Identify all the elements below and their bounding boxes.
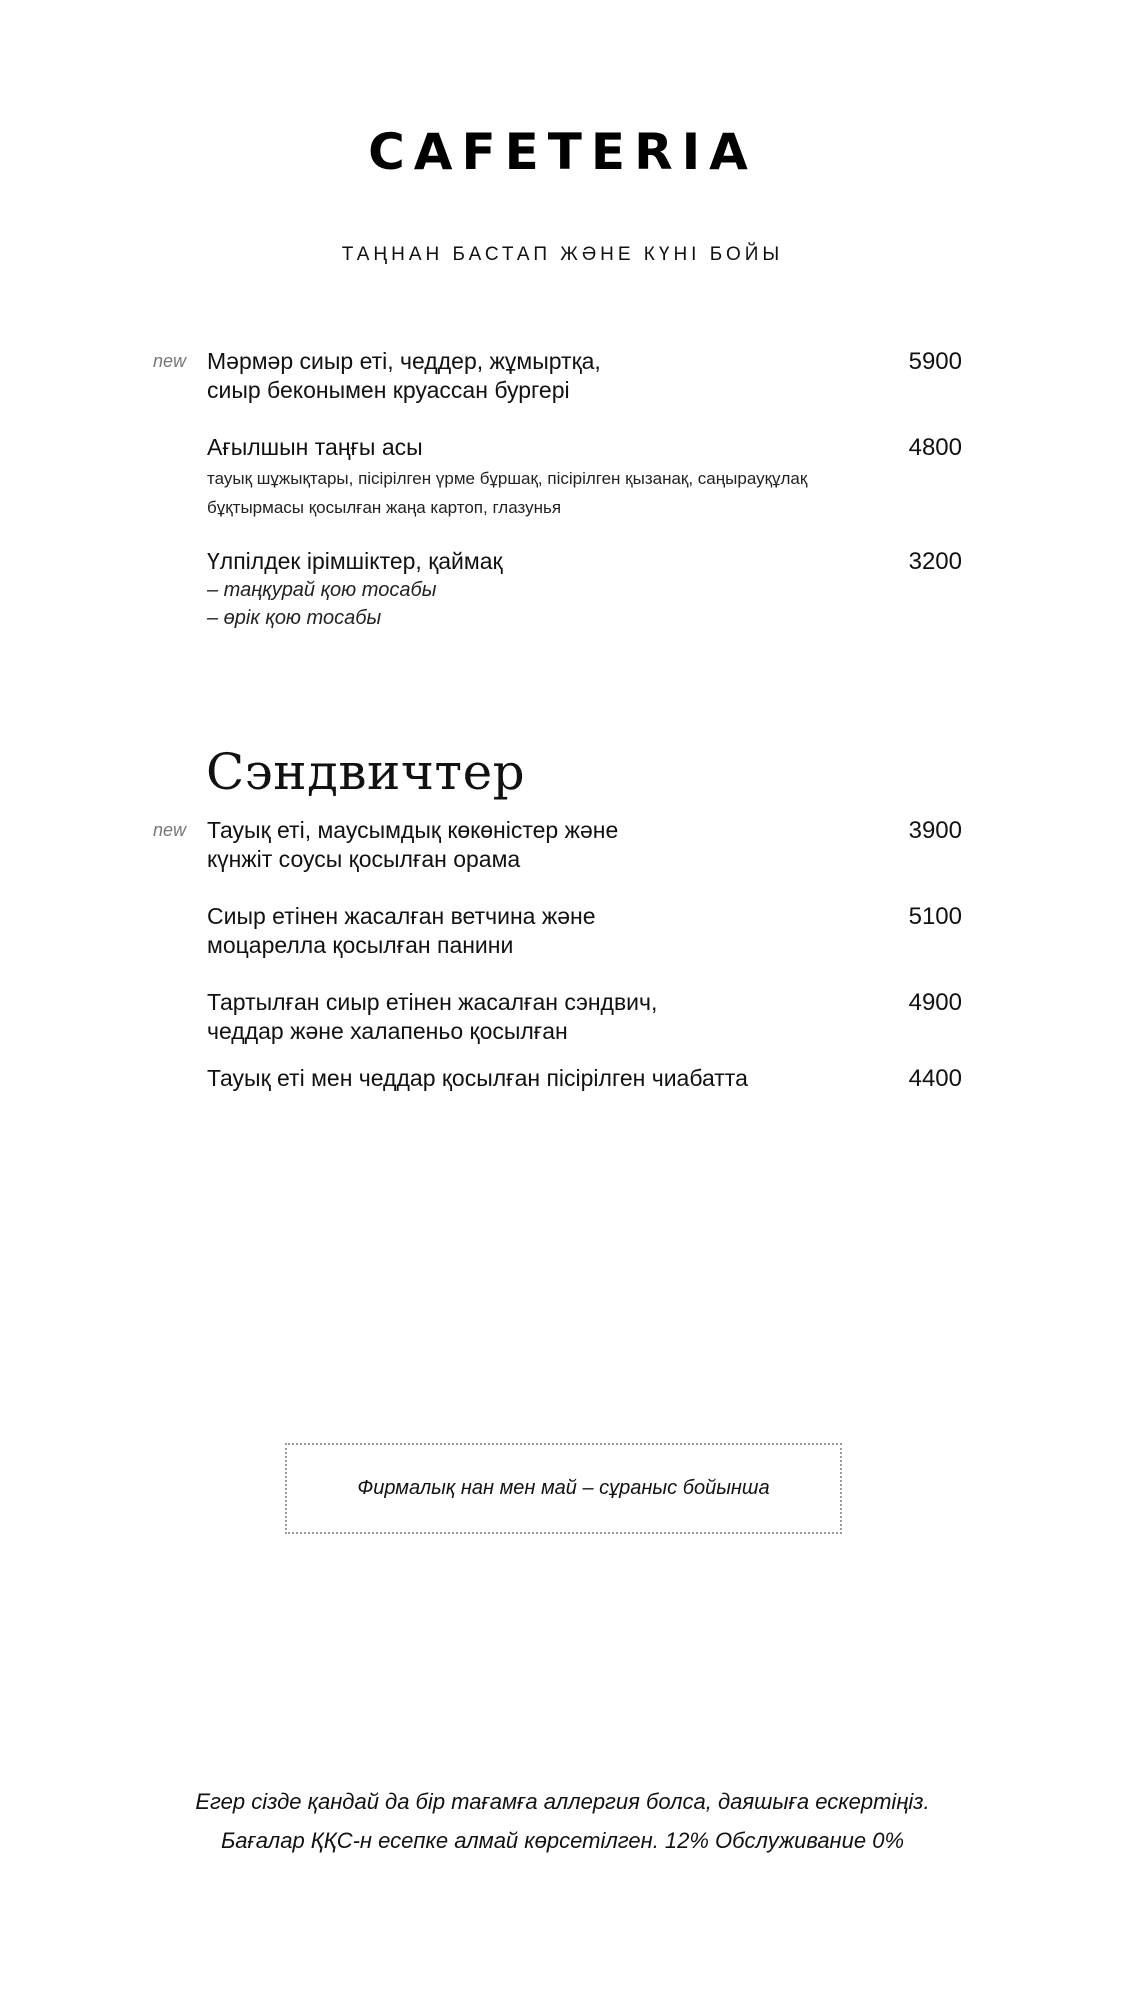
item-description-line: тауық шұжықтары, пісірілген үрме бұршақ, пісірілген қызанақ, саңырауқұлақ — [207, 469, 808, 488]
item-name: Үлпілдек ірімшіктер, қаймақ — [207, 548, 503, 574]
menu-item — [207, 988, 962, 1046]
item-name-line: Тартылған сиыр етінен жасалған сэндвич, — [207, 989, 658, 1015]
item-price: 4900 — [908, 989, 962, 1016]
item-name — [207, 816, 807, 874]
new-badge: new — [153, 820, 187, 840]
note-text: Фирмалық нан мен май – сұраныс бойынша — [357, 1477, 770, 1499]
item-price: 5900 — [908, 348, 962, 375]
menu-item — [207, 902, 962, 960]
item-name-line: сиыр беконымен круассан бургері — [207, 377, 570, 403]
item-name-line: чеддар және халапеньо қосылған — [207, 1018, 568, 1044]
menu-item — [207, 816, 962, 874]
item-price: 5100 — [908, 903, 962, 930]
menu-item — [207, 1064, 962, 1093]
item-option: – өрік қою тосабы — [207, 607, 382, 629]
item-price: 3900 — [908, 817, 962, 844]
footer-allergy-note: Егер сізде қандай да бір тағамға аллергия болса, даяшыға ескертіңіз. — [195, 1789, 930, 1814]
menu-item — [207, 547, 962, 632]
item-option: – таңқурай қою тосабы — [207, 579, 437, 601]
new-badge: new — [153, 351, 187, 371]
item-name-line: Мәрмәр сиыр еті, чеддер, жұмыртқа, — [207, 348, 601, 374]
item-name-line: күнжіт соусы қосылған орама — [207, 846, 521, 872]
section-heading: Сэндвичтер — [206, 743, 526, 801]
menu-subtitle: ТАҢНАН БАСТАП ЖӘНЕ КҮНІ БОЙЫ — [341, 244, 784, 265]
item-name-line: моцарелла қосылған панини — [207, 932, 514, 958]
item-name-line: Тауық еті, маусымдық көкөністер және — [207, 817, 619, 843]
footer-price-note: Бағалар ҚҚС-н есепке алмай көрсетілген. 12% Обслуживание 0% — [220, 1828, 905, 1853]
item-price: 3200 — [908, 548, 962, 575]
item-name: Ағылшын таңғы асы — [207, 434, 423, 460]
item-description-line: бұқтырмасы қосылған жаңа картоп, глазунья — [207, 498, 562, 517]
item-name-line: Сиыр етінен жасалған ветчина және — [207, 903, 596, 929]
note-box — [285, 1443, 842, 1534]
item-price: 4800 — [908, 434, 962, 461]
item-name — [207, 988, 807, 1046]
item-price: 4400 — [908, 1065, 962, 1092]
item-name — [207, 902, 807, 960]
menu-item — [207, 433, 962, 522]
menu-title: CAFETERIA — [368, 123, 757, 181]
item-name: Тауық еті мен чеддар қосылған пісірілген чиабатта — [207, 1065, 748, 1091]
item-name — [207, 347, 807, 405]
menu-item — [207, 347, 962, 405]
item-description — [207, 464, 962, 522]
